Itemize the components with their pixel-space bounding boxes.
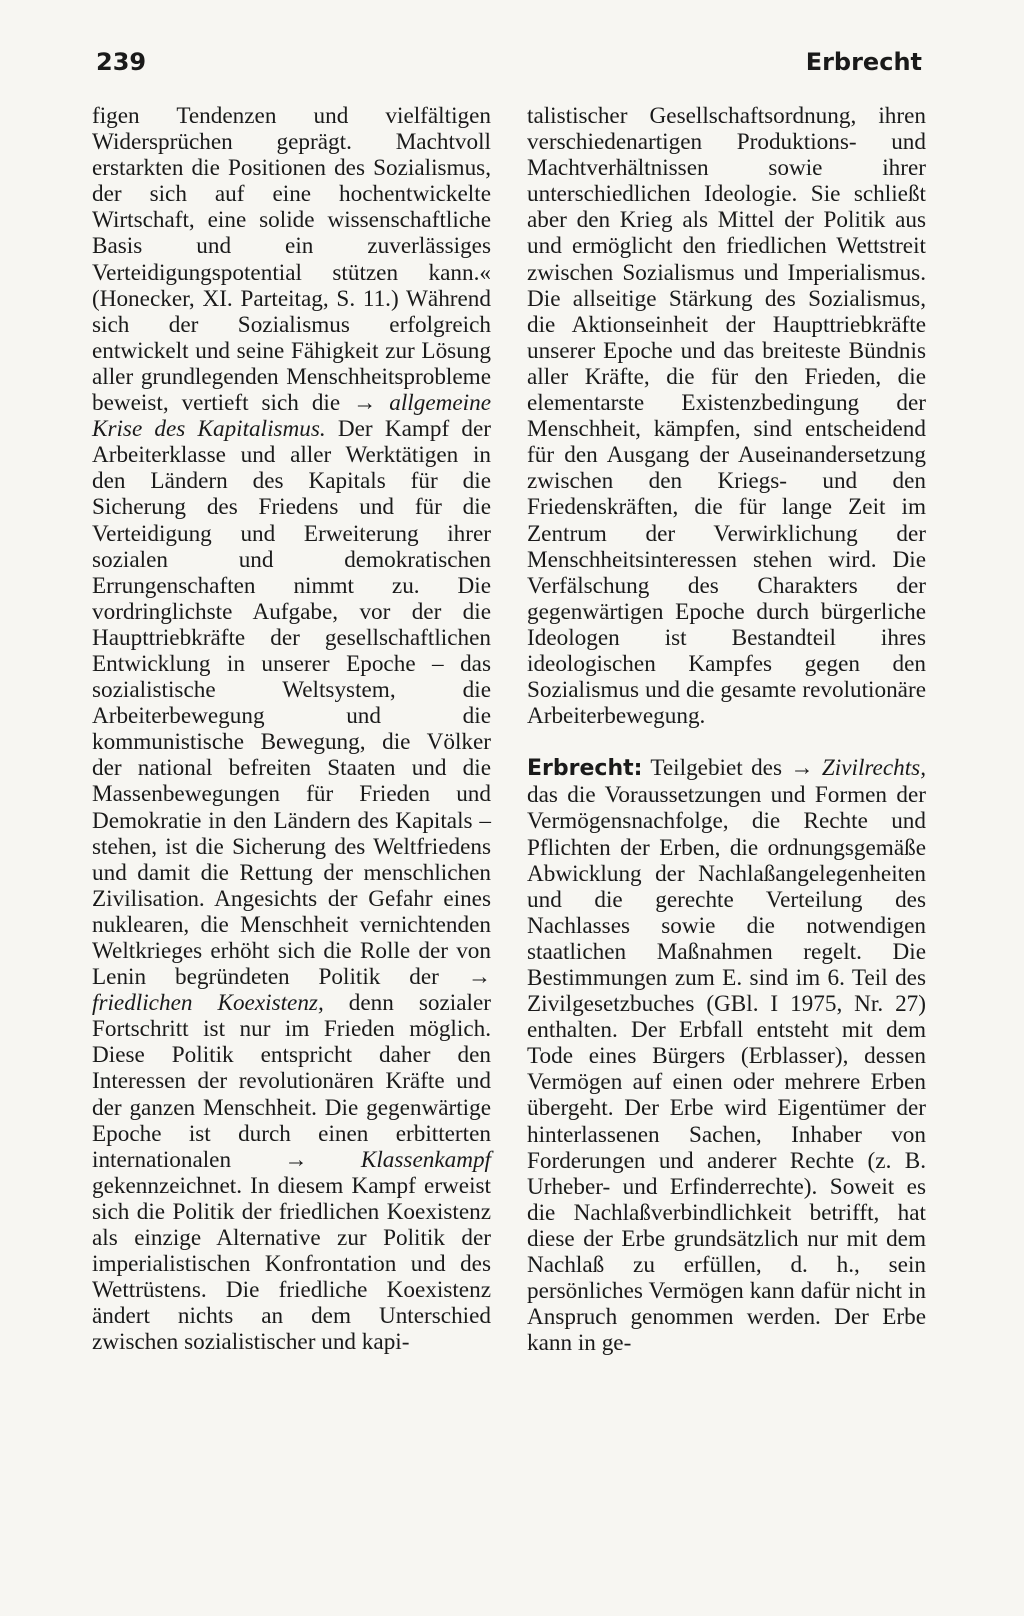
- entry-text-1: Teilgebiet des: [642, 755, 791, 782]
- entry-text-2: das die Voraussetzungen und Formen der Vermögensnachfolge, die Rechte und Pflichten der Erben, die ordnungsgemäße Abwicklung der Nachlaßangelegenheiten und die gerechte Verteilung des Nachlasses sowie die notwendigen staatlichen Maßnahmen regelt. Die Bestimmungen zum E. sind im 6. Teil des Zivilgesetzbuches (GBl. I 1975, Nr. 27) enthalten. Der Erbfall entsteht mit dem Tode eines Bürgers (Erblasser), dessen Vermögen auf einen oder mehrere Erben übergeht. Der Erbe wird Eigentümer der hinterlassenen Sachen, Inhaber von Forderungen und anderer Rechte (z. B. Urheber- und Erfinderrechte). Soweit es die Nachlaßverbindlichkeit betrifft, hat diese der Erbe grundsätzlich nur mit dem Nachlaß zu erfüllen, d. h., sein persönliches Vermögen kann dafür nicht in Anspruch genommen werden. Der Erbe kann in ge-: [527, 782, 926, 1357]
- page-number: 239: [96, 48, 147, 76]
- dictionary-entry: [527, 755, 926, 1356]
- left-text-4: gekennzeichnet. In diesem Kampf erweist sich die Politik der friedlichen Koexistenz als einzige Alternative zur Politik der imperialistischen Konfrontation und des Wettrüstens. Die friedliche Koexistenz ändert nichts an dem Unterschied zwischen sozialistischer und kapi-: [92, 1172, 491, 1356]
- page-header: [96, 48, 922, 88]
- cross-reference: → Klassenkampf: [284, 1146, 491, 1173]
- cross-reference: → Zivilrechts,: [790, 755, 926, 782]
- running-head: Erbrecht: [805, 48, 922, 76]
- text-columns: [92, 103, 926, 1543]
- left-column: [92, 103, 491, 1543]
- left-text-3: denn sozialer Fortschritt ist nur im Frieden möglich. Diese Politik entspricht daher den Interessen der revolutionären Kräfte und der ganzen Menschheit. Die gegenwärtige Epoche ist durch einen erbitterten internationalen: [92, 990, 491, 1173]
- right-paragraph-continued: talistischer Gesellschaftsordnung, ihren verschiedenartigen Produktions- und Machtverhältnissen sowie ihrer unterschiedlichen Ideologie. Sie schließt aber den Krieg als Mittel der Politik aus und ermöglicht den friedlichen Wettstreit zwischen Sozialismus und Imperialismus. Die allseitige Stärkung des Sozialismus, die Aktionseinheit der Haupttriebkräfte unserer Epoche und das breiteste Bündnis aller Kräfte, die für den Frieden, die elementarste Existenzbedingung der Menschheit, kämpfen, sind entscheidend für den Ausgang der Auseinandersetzung zwischen den Kriegs- und den Friedenskräften, die für lange Zeit im Zentrum der Verwirklichung der Menschheitsinteressen stehen wird. Die Verfälschung des Charakters der gegenwärtigen Epoche durch bürgerliche Ideologen ist Bestandteil ihres ideologischen Kampfes gegen den Sozialismus und die gesamte revolutionäre Arbeiterbewegung.: [527, 103, 926, 730]
- cross-reference: → allgemeine Krise des Kapitalismus.: [92, 390, 491, 443]
- cross-reference: → friedlichen Koexistenz,: [92, 964, 491, 1017]
- right-column: [527, 103, 926, 1543]
- left-paragraph: [92, 103, 491, 1356]
- entry-headword: Erbrecht:: [527, 756, 643, 782]
- left-text-2: Der Kampf der Arbeiterklasse und aller Werktätigen in den Ländern des Kapitals für die Sicherung des Friedens und für die Verteidigung und Erweiterung ihrer sozialen und demokratischen Errungenschaften nimmt zu. Die vordringlichste Aufgabe, vor der die Haupttriebkräfte der gesellschaftlichen Entwicklung in unserer Epoche – das sozialistische Weltsystem, die Arbeiterbewegung und die kommunistische Bewegung, die Völker der national befreiten Staaten und die Massenbewegungen für Frieden und Demokratie in den Ländern des Kapitals – stehen, ist die Sicherung des Weltfriedens und damit die Rettung der menschlichen Zivilisation. Angesichts der Gefahr eines nuklearen, die Menschheit vernichtenden Weltkrieges erhöht sich die Rolle der von Lenin begründeten Politik der: [92, 416, 491, 991]
- left-text-1: figen Tendenzen und vielfältigen Widersprüchen geprägt. Machtvoll erstarkten die Positionen des Sozialismus, der sich auf eine hochentwickelte Wirtschaft, eine solide wissenschaftliche Basis und ein zuverlässiges Verteidigungspotential stützen kann.« (Honecker, XI. Parteitag, S. 11.) Während sich der Sozialismus erfolgreich entwickelt und seine Fähigkeit zur Lösung aller grundlegenden Menschheitsprobleme beweist, vertieft sich die: [92, 103, 491, 417]
